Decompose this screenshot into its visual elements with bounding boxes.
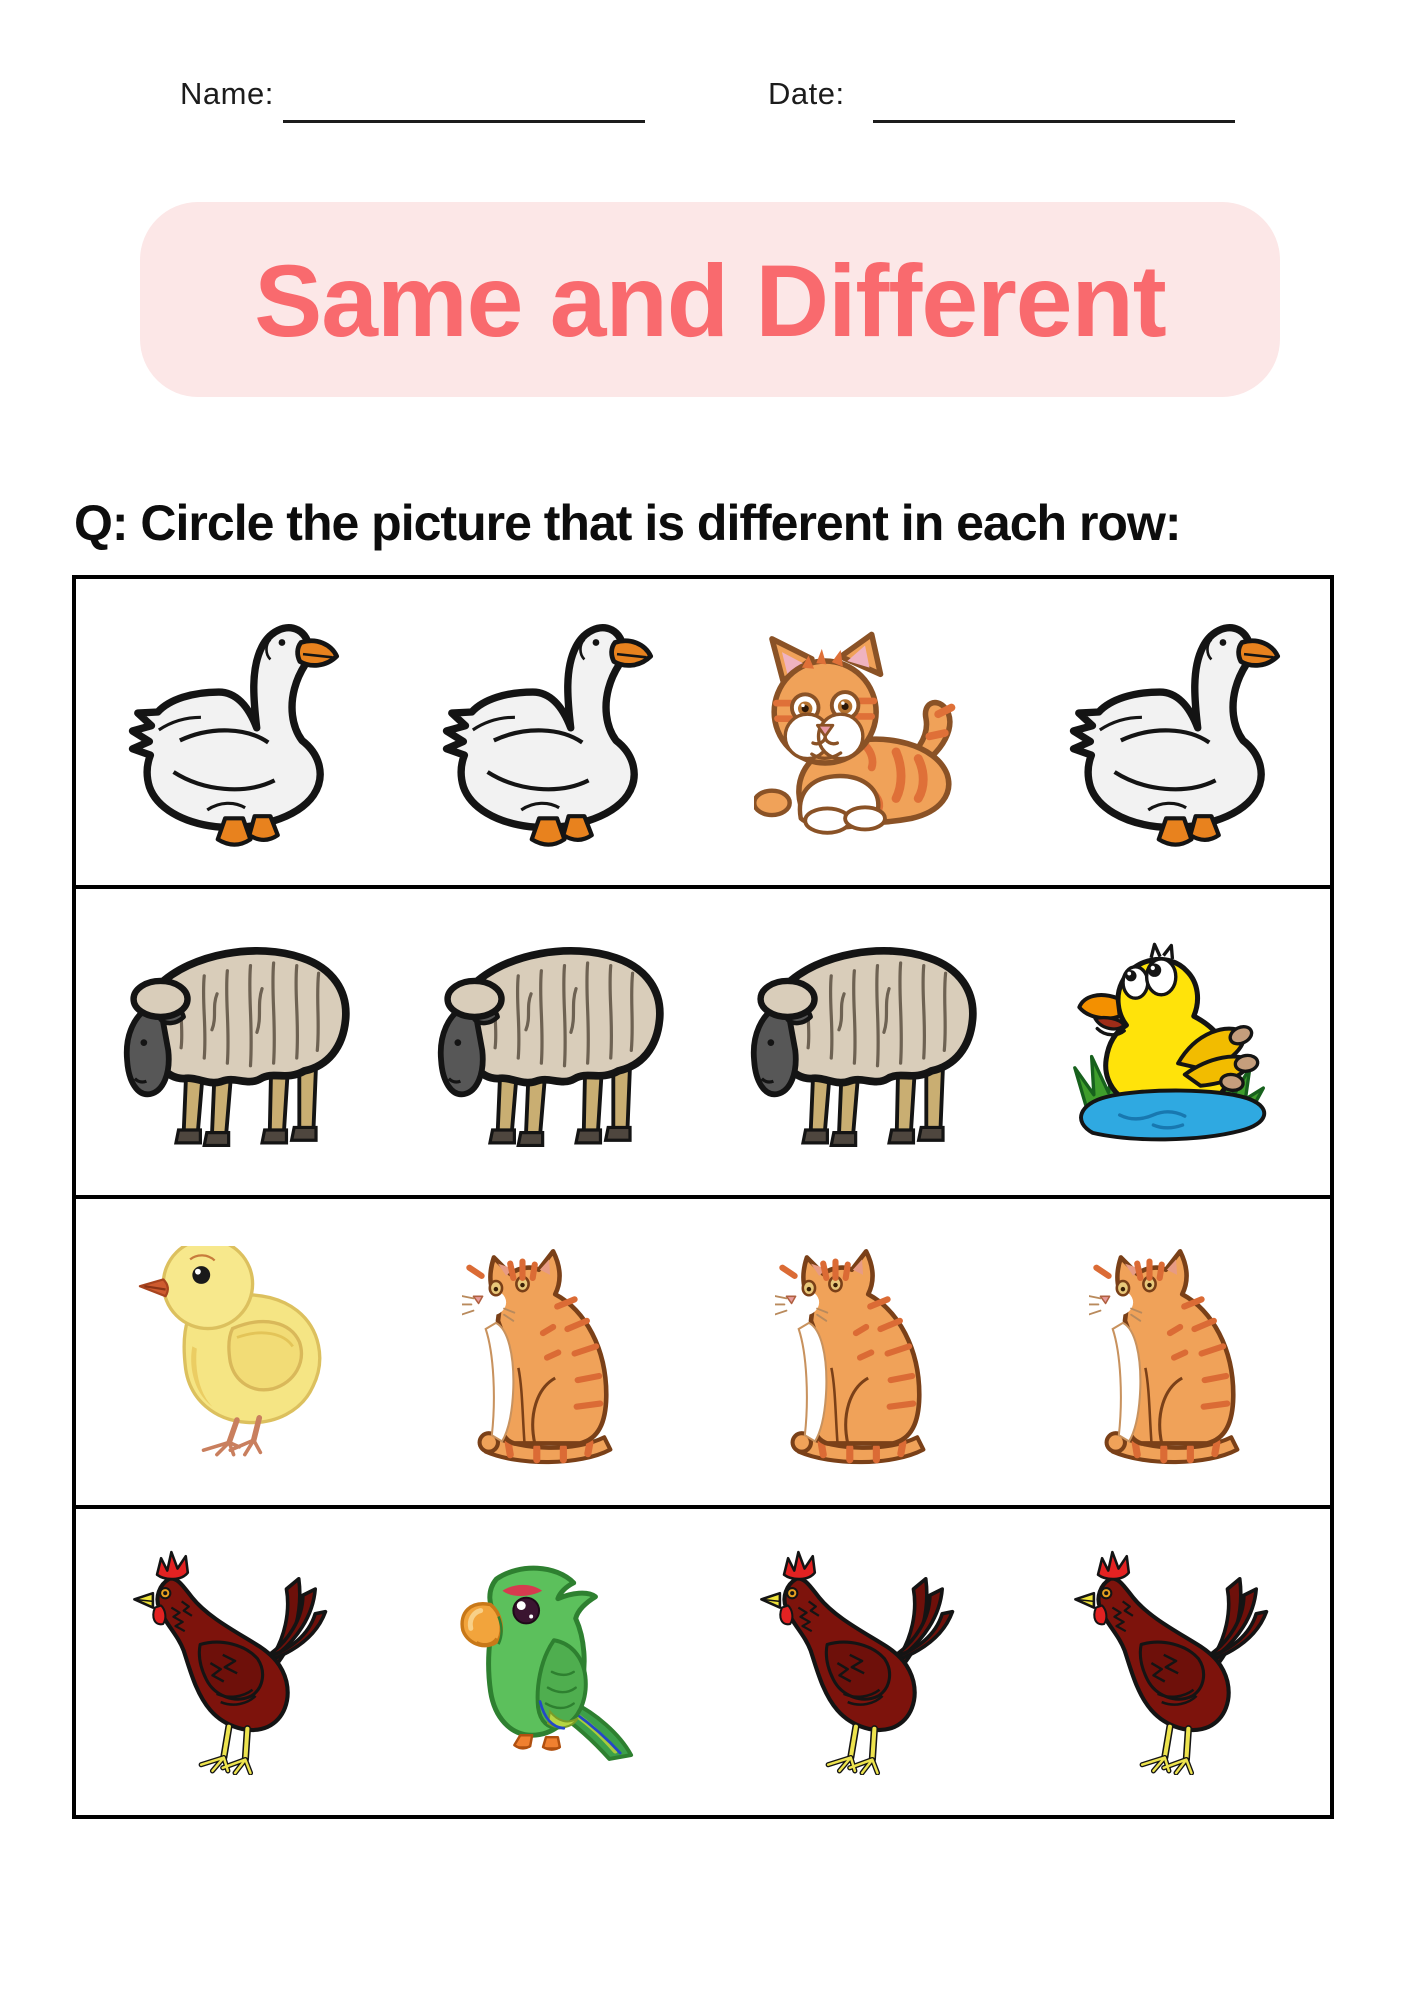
picture-cat-sitting[interactable]	[1017, 1199, 1331, 1505]
page-title: Same and Different	[254, 244, 1166, 358]
cat-sitting-icon	[775, 1235, 944, 1470]
goose-icon	[436, 616, 657, 848]
picture-hen[interactable]	[76, 1509, 390, 1815]
picture-cat-sitting[interactable]	[703, 1199, 1017, 1505]
picture-cat-lying[interactable]	[703, 579, 1017, 885]
picture-hen[interactable]	[1017, 1509, 1331, 1815]
hen-icon	[754, 1549, 965, 1775]
sheep-icon	[731, 936, 988, 1148]
hen-icon	[1068, 1549, 1279, 1775]
sheep-icon	[418, 936, 675, 1148]
date-label: Date:	[768, 76, 845, 111]
worksheet-row-1	[76, 579, 1330, 889]
goose-icon	[122, 616, 343, 848]
picture-goose[interactable]	[1017, 579, 1331, 885]
cat-sitting-icon	[462, 1235, 631, 1470]
picture-cat-sitting[interactable]	[390, 1199, 704, 1505]
hen-icon	[127, 1549, 338, 1775]
picture-goose[interactable]	[76, 579, 390, 885]
picture-sheep[interactable]	[76, 889, 390, 1195]
picture-goose[interactable]	[390, 579, 704, 885]
name-label: Name:	[180, 76, 274, 111]
parrot-icon	[452, 1558, 640, 1766]
worksheet-row-4	[76, 1509, 1330, 1815]
date-blank-line[interactable]	[873, 120, 1235, 123]
picture-duckling[interactable]	[1017, 889, 1331, 1195]
cat-sitting-icon	[1089, 1235, 1258, 1470]
picture-chick[interactable]	[76, 1199, 390, 1505]
worksheet-row-2	[76, 889, 1330, 1199]
title-banner	[140, 202, 1280, 397]
worksheet-row-3	[76, 1199, 1330, 1509]
picture-sheep[interactable]	[390, 889, 704, 1195]
worksheet-table	[72, 575, 1334, 1819]
duckling-icon	[1069, 941, 1277, 1143]
sheep-icon	[104, 936, 361, 1148]
picture-sheep[interactable]	[703, 889, 1017, 1195]
picture-hen[interactable]	[703, 1509, 1017, 1815]
cat-lying-icon	[754, 630, 965, 835]
name-blank-line[interactable]	[283, 120, 645, 123]
goose-icon	[1063, 616, 1284, 848]
chick-icon	[132, 1246, 333, 1458]
picture-parrot[interactable]	[390, 1509, 704, 1815]
question-text: Q: Circle the picture that is different in each row:	[74, 495, 1181, 551]
